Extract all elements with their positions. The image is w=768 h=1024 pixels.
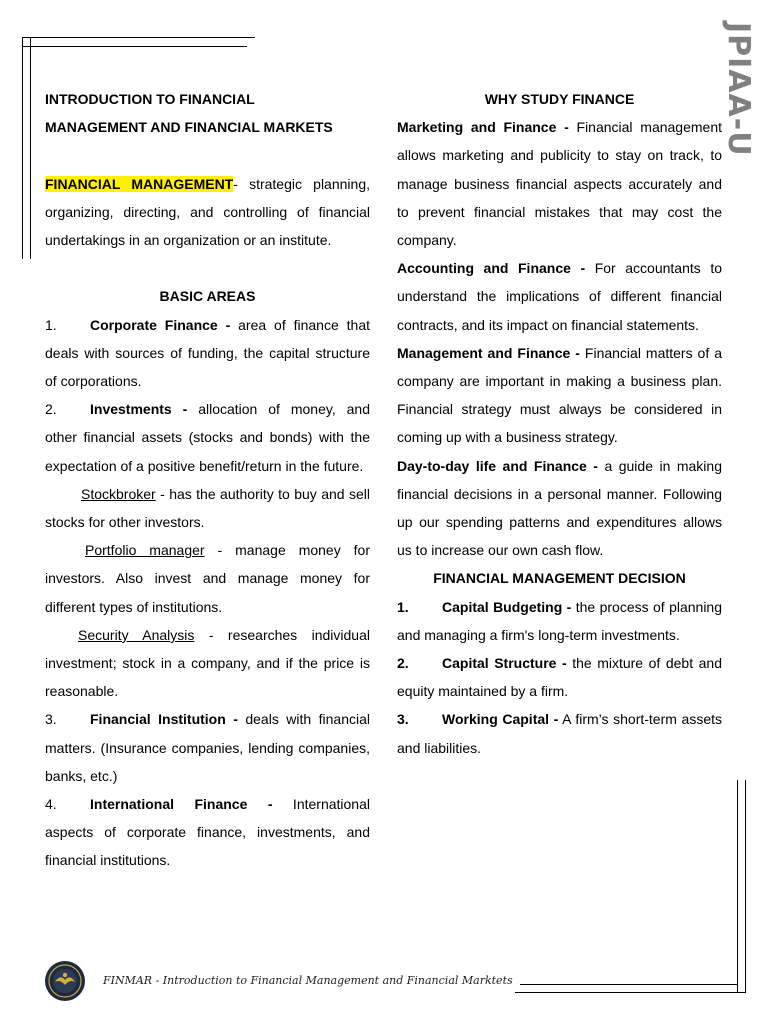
- right-column: [397, 85, 722, 762]
- area-item: 3. Financial Institution - deals with financial matters. (Insurance companies, lending companies, banks, etc.): [45, 711, 370, 784]
- why-item: Marketing and Finance - Financial management allows marketing and publicity to stay on track, to manage business financial aspects accurately and to prevent financial mistakes that may cost the company.: [397, 119, 722, 249]
- frame-line-top-outer: [22, 37, 255, 38]
- fm-definition-text: - strategic planning, organizing, directing, and controlling of financial undertakings in an organization or an institute.: [45, 175, 370, 249]
- brand-vertical-logo: JPIAA-U: [721, 22, 756, 157]
- role-item: Security Analysis - researches individual investment; stock in a company, and if the price is reasonable.: [45, 626, 370, 700]
- decision-item: 2. Capital Structure - the mixture of debt and equity maintained by a firm.: [397, 655, 722, 700]
- frame-line-right-outer: [745, 780, 746, 992]
- why-item: Management and Finance - Financial matters of a company are important in making a business plan. Financial strategy must always be considered in coming up with a business strategy.: [397, 344, 722, 446]
- why-study-heading: WHY STUDY FINANCE: [484, 91, 635, 107]
- area-item: 4. International Finance - International aspects of corporate finance, investments, and financial institutions.: [45, 796, 370, 869]
- fm-term-highlight: FINANCIAL MANAGEMENT: [45, 175, 234, 192]
- frame-line-left-inner: [30, 37, 31, 259]
- frame-line-bottom-outer: [515, 992, 746, 993]
- doc-title-line-2: MANAGEMENT AND FINANCIAL MARKETS: [45, 119, 333, 136]
- role-item: Portfolio manager - manage money for investors. Also invest and manage money for different types of institutions.: [45, 542, 370, 615]
- left-column: [45, 85, 370, 875]
- decision-item: 3. Working Capital - A firm’s short-term assets and liabilities.: [397, 711, 722, 756]
- area-item: 2. Investments - allocation of money, and other financial assets (stocks and bonds) with the expectation of a positive benefit/return in the future.: [45, 401, 370, 474]
- frame-line-left-outer: [22, 37, 23, 259]
- area-item: 1. Corporate Finance - area of finance that deals with sources of funding, the capital structure of corporations.: [45, 316, 370, 390]
- frame-line-top-inner: [22, 46, 247, 47]
- footer-text: FINMAR - Introduction to Financial Management and Financial Marktets: [103, 974, 513, 987]
- why-item: Accounting and Finance - For accountants to understand the implications of different financial contracts, and its impact on financial statements.: [397, 260, 722, 333]
- basic-areas-heading: BASIC AREAS: [159, 288, 256, 305]
- frame-line-right-inner: [737, 780, 738, 992]
- why-item: Day-to-day life and Finance - a guide in making financial decisions in a personal manner. Following up our spending patterns and expenditures allows us to increase our own cash flow.: [397, 457, 722, 559]
- decision-item: 1. Capital Budgeting - the process of planning and managing a firm's long-term investments.: [397, 598, 723, 643]
- doc-title-line-1: INTRODUCTION TO FINANCIAL: [45, 91, 255, 107]
- fm-definition: [45, 170, 370, 255]
- frame-line-bottom-inner: [520, 984, 738, 985]
- organization-seal-icon: [44, 960, 86, 1002]
- fm-decision-heading: FINANCIAL MANAGEMENT DECISION: [433, 570, 686, 587]
- role-item: Stockbroker - has the authority to buy and sell stocks for other investors.: [45, 485, 370, 531]
